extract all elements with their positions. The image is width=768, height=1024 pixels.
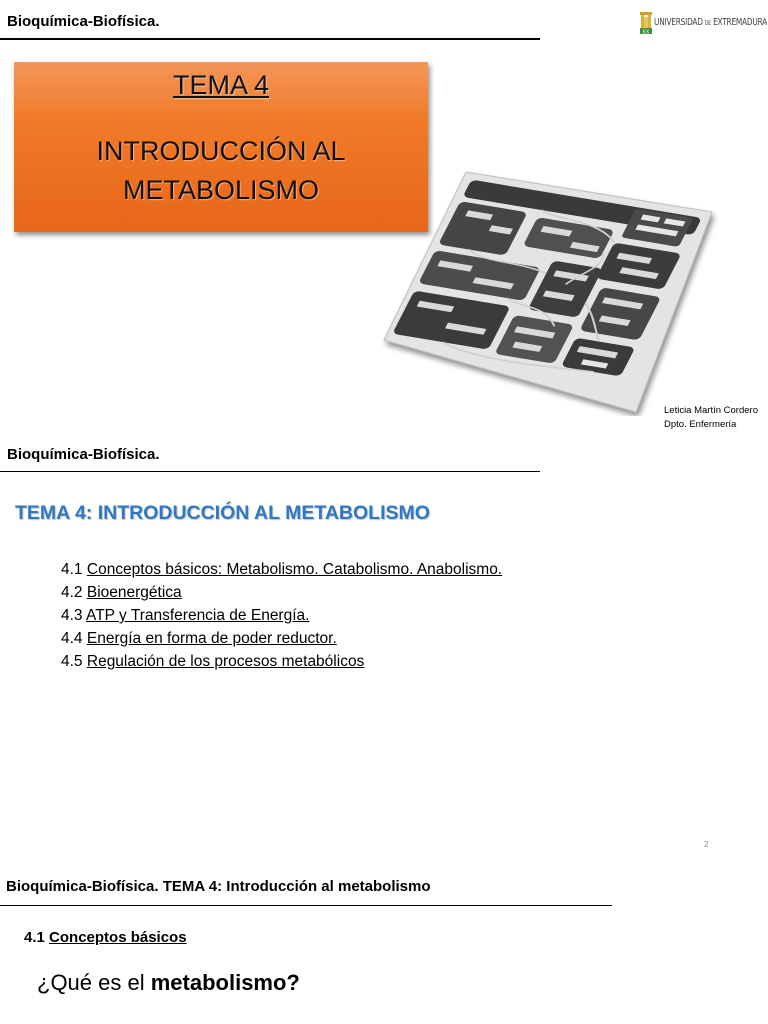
table-of-contents <box>61 558 502 673</box>
section-link[interactable]: Conceptos básicos <box>49 929 187 946</box>
title-topic-name: INTRODUCCIÓN AL METABOLISMO <box>96 136 346 205</box>
section-question: ¿Qué es el metabolismo? <box>37 970 300 995</box>
toc-item[interactable]: 4.5 Regulación de los procesos metabólicos <box>61 653 365 670</box>
metabolic-pathways-map <box>380 168 722 416</box>
toc-link[interactable]: ATP y Transferencia de Energía. <box>86 607 310 624</box>
toc-link[interactable]: Conceptos básicos: Metabolismo. Catabolismo. Anabolismo. <box>86 561 503 578</box>
section-heading: 4.1 Conceptos básicos <box>24 929 187 946</box>
toc-item[interactable]: 4.1 Conceptos básicos: Metabolismo. Catabolismo. Anabolismo. <box>61 561 503 578</box>
slide1-header: Bioquímica-Biofísica. <box>7 13 160 30</box>
toc-link[interactable]: Bioenergética <box>86 584 182 601</box>
slide2-header: Bioquímica-Biofísica. <box>7 446 160 463</box>
page-number: 2 <box>704 840 709 849</box>
author-name: Leticia Martín Cordero <box>664 405 758 416</box>
slide3-header: Bioquímica-Biofísica. TEMA 4: Introducción al metabolismo <box>6 878 431 895</box>
slide2-divider <box>0 471 540 472</box>
toc-link[interactable]: Regulación de los procesos metabólicos <box>86 653 365 670</box>
author-department: Dpto. Enfermería <box>664 419 737 430</box>
toc-link[interactable]: Energía en forma de poder reductor. <box>86 630 337 647</box>
slide2-title: TEMA 4: INTRODUCCIÓN AL METABOLISMO <box>15 502 430 524</box>
title-box <box>14 62 428 232</box>
university-name: UNIVERSIDAD DE EXTREMADURA <box>654 17 768 28</box>
slide1-divider <box>0 38 540 40</box>
slide3-divider <box>0 905 612 906</box>
author-credit <box>664 404 758 432</box>
title-topic-number: TEMA 4 <box>172 70 270 100</box>
logo-mark-text: EX <box>642 29 650 35</box>
toc-item[interactable]: 4.3 ATP y Transferencia de Energía. <box>61 607 310 624</box>
university-tower-icon <box>639 11 653 35</box>
toc-item[interactable]: 4.4 Energía en forma de poder reductor. <box>61 630 337 647</box>
toc-item[interactable]: 4.2 Bioenergética <box>61 584 182 601</box>
university-logo <box>636 9 766 37</box>
